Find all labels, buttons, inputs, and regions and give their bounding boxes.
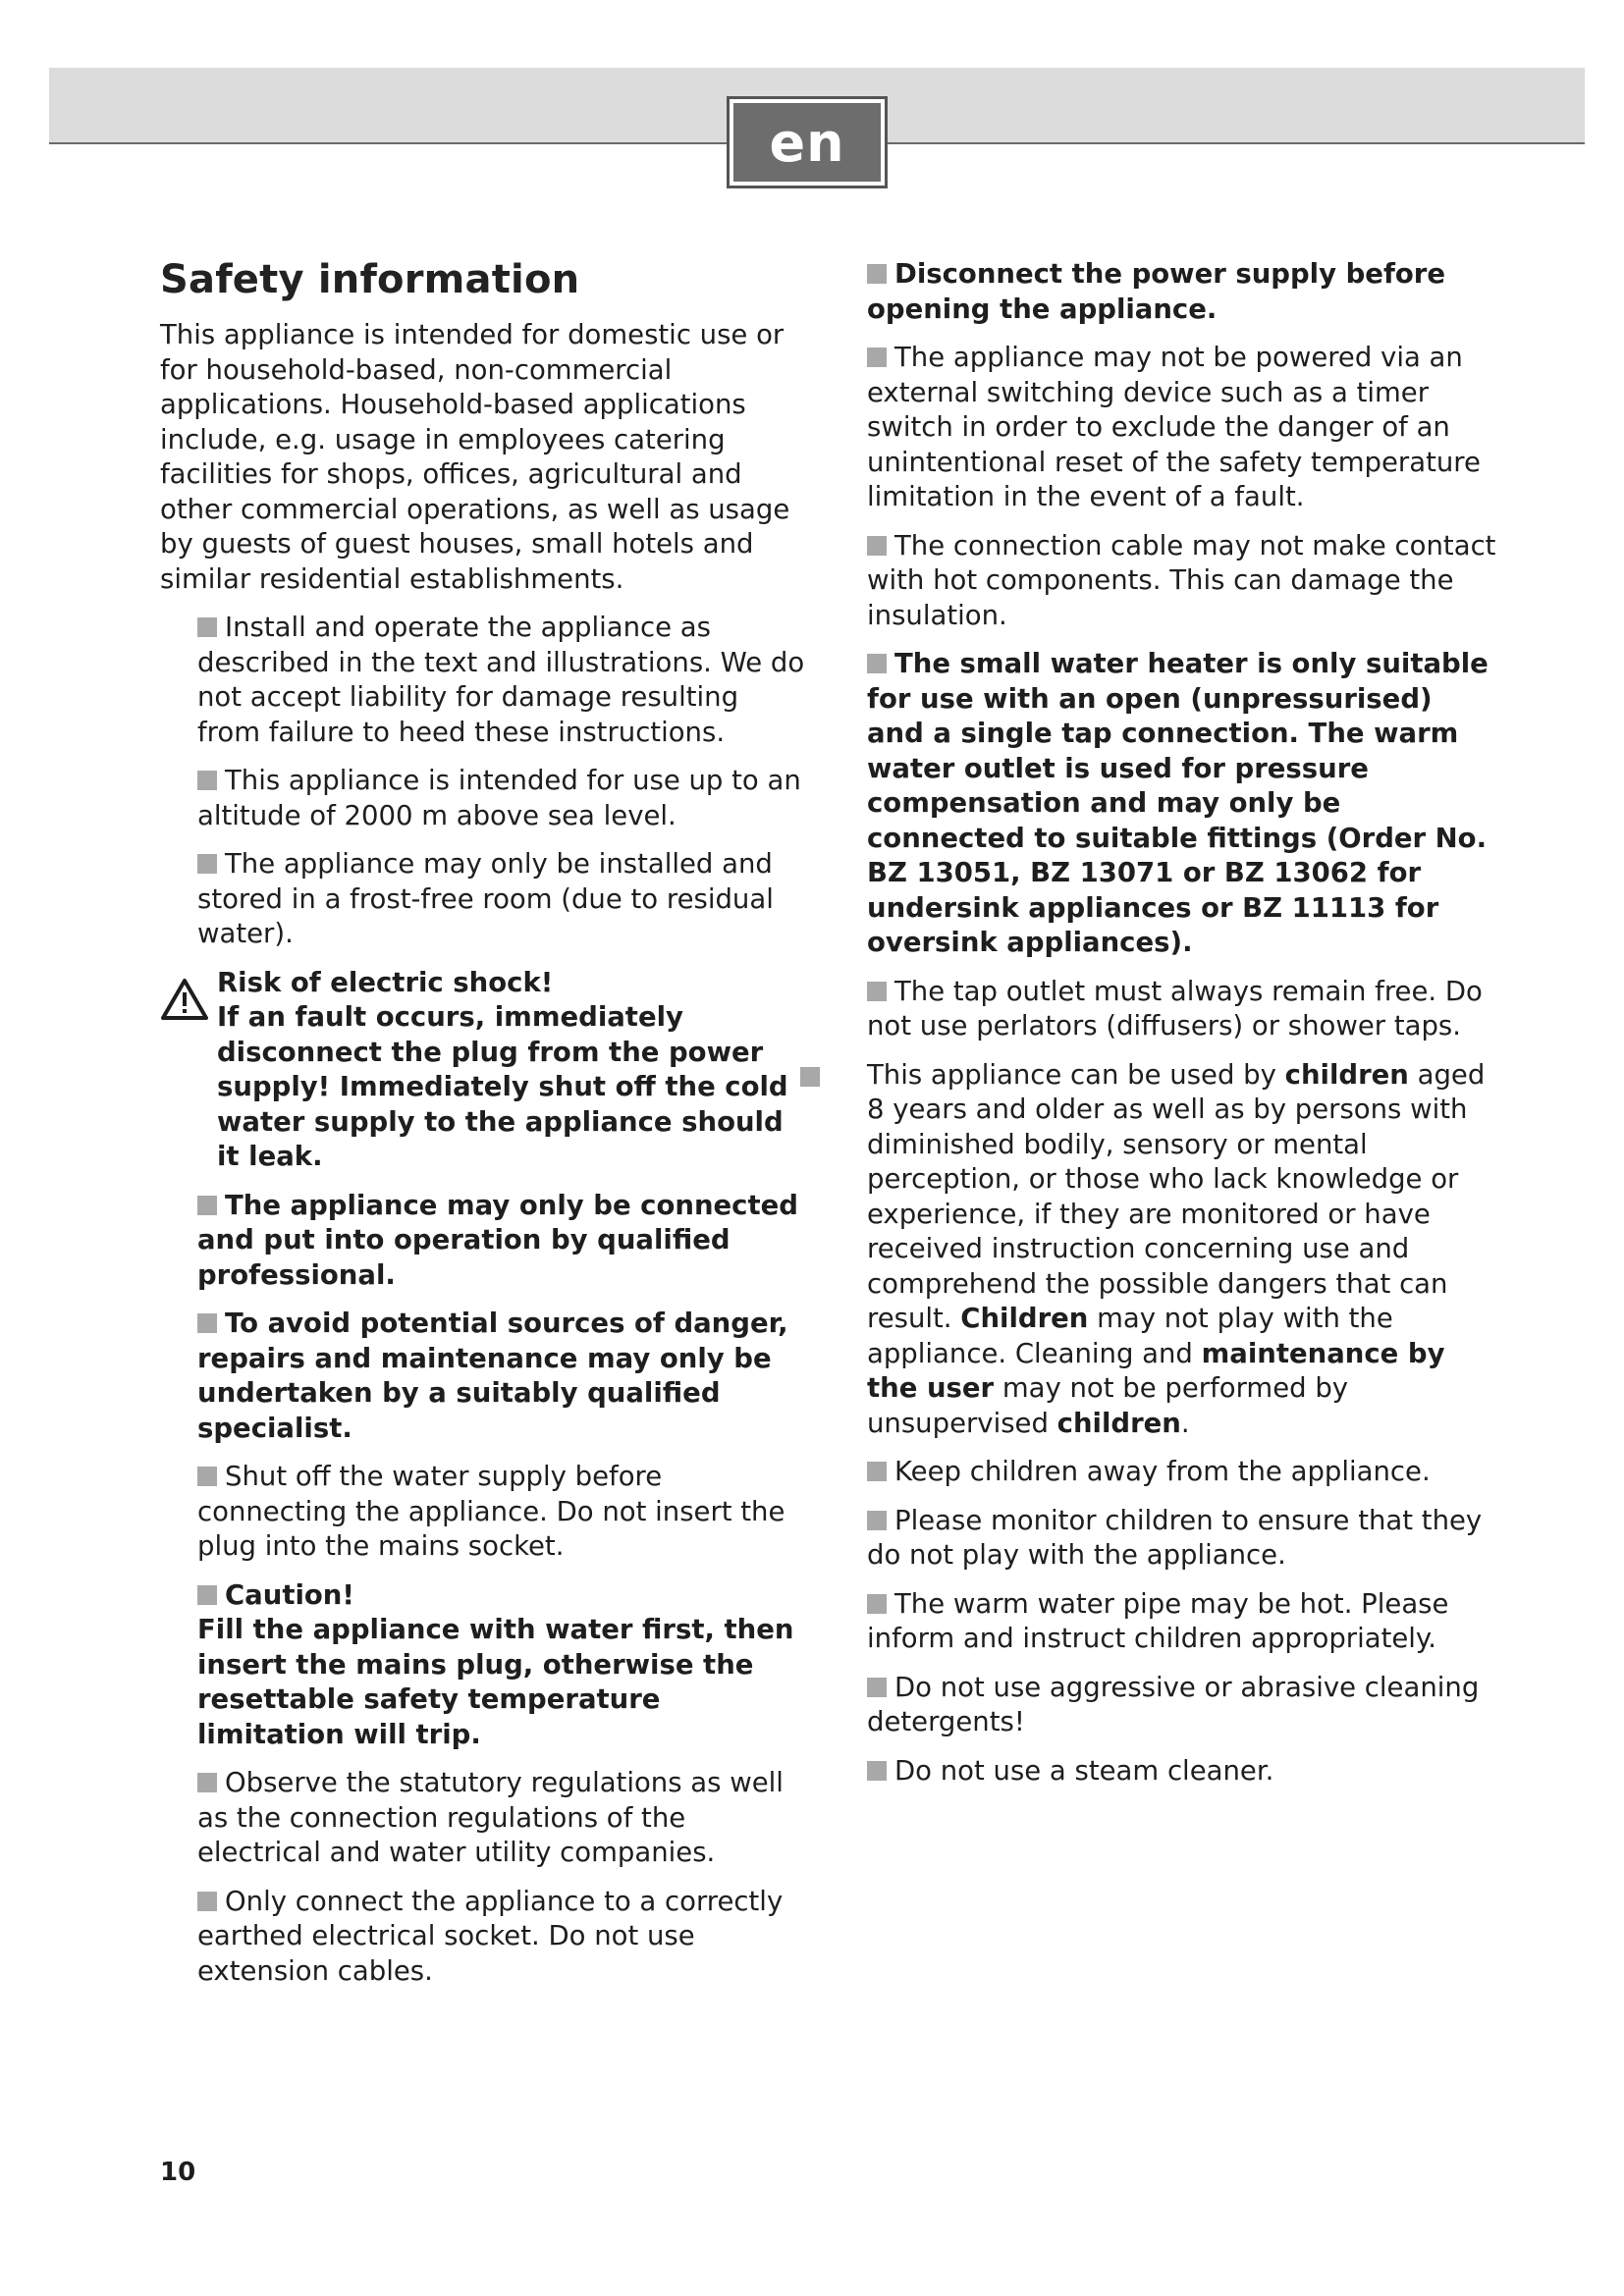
bullet-square-icon (800, 1067, 820, 1087)
bullet-square-icon (867, 264, 887, 284)
caution-heading: Caution! (225, 1578, 354, 1611)
caution-text: Fill the appliance with water first, then insert the mains plug, otherwise the resettable safety temperature limitation will trip. (197, 1614, 794, 1750)
list-item-heater: The small water heater is only suitable for use with an open (unpressurised) and a single tap connection. The warm water outlet is used for pressure compensation and may only be connected to suitable fittings (Order No. BZ 13051, BZ 13071 or BZ 13062 for undersink appliances or BZ 11113 for oversink appliances). (867, 648, 1489, 958)
list-item-regulations: Observe the statutory regulations as well as the connection regulations of the electrical and water utility companies. (197, 1767, 784, 1868)
warning-text: If an fault occurs, immediately disconnect the plug from the power supply! Immediately shut off the cold water supply to the appliance should it leak. (217, 1001, 788, 1172)
list-item-monitor: Please monitor children to ensure that they do not play with the appliance. (867, 1504, 1483, 1571)
list-item-caution (160, 1578, 808, 1753)
bullet-square-icon (197, 1196, 217, 1215)
left-column (160, 257, 808, 2002)
language-tab (727, 96, 888, 188)
list-item-detergents: Do not use aggressive or abrasive cleaning detergents! (867, 1671, 1480, 1737)
bullet-square-icon (867, 1678, 887, 1697)
bullet-square-icon (197, 1585, 217, 1605)
right-column (830, 257, 1497, 1802)
list-item-install: Install and operate the appliance as described in the text and illustrations. We do not accept liability for damage resulting from failure to heed these instructions. (197, 612, 805, 748)
bullet-square-icon (197, 617, 217, 637)
children-paragraph: This appliance can be used by children aged 8 years and older as well as by persons with diminished bodily, sensory or mental perception, or those who lack knowledge or experience, if they are monitored or have received instruction concerning use and comprehend the possible dangers that can result. Children may not play with the appliance. Cleaning and maintenance by the user may not be performed by unsupervised children. (830, 1058, 1497, 1442)
list-item-switching: The appliance may not be powered via an external switching device such as a timer switch in order to exclude the danger of an unintentional reset of the safety temperature limitation in the event of a fault. (867, 342, 1481, 512)
page-title: Safety information (160, 257, 580, 302)
list-item-cable: The connection cable may not make contact with hot components. This can damage the insulation. (867, 529, 1496, 631)
bullet-square-icon (197, 1892, 217, 1911)
bullet-square-icon (867, 982, 887, 1001)
list-item-keep-away: Keep children away from the appliance. (830, 1455, 1497, 1490)
bullet-square-icon (867, 536, 887, 556)
bullet-square-icon (197, 1467, 217, 1486)
bullet-square-icon (867, 347, 887, 367)
intro-paragraph: This appliance is intended for domestic use or for household-based, non-commercial applications. Household-based applications include, e.g. usage in employees catering facilities for shops, offices, agricultural and other commercial operations, as well as usage by guests of guest houses, small hotels and similar residential establishments. (160, 319, 790, 595)
bullet-square-icon (197, 854, 217, 874)
list-item-repairs: To avoid potential sources of danger, repairs and maintenance may only be undertaken by a suitably qualified specialist. (197, 1308, 788, 1444)
page-number: 10 (160, 2158, 196, 2187)
list-item-altitude: This appliance is intended for use up to an altitude of 2000 m above sea level. (197, 765, 801, 831)
bullet-square-icon (867, 1594, 887, 1614)
language-tab-label: en (733, 103, 881, 182)
list-item-warm-pipe: The warm water pipe may be hot. Please inform and instruct children appropriately. (867, 1587, 1449, 1654)
electric-shock-warning (160, 966, 808, 1175)
bullet-square-icon (867, 1511, 887, 1530)
list-item-shutoff: Shut off the water supply before connecting the appliance. Do not insert the plug into the mains socket. (197, 1461, 785, 1562)
list-item-earthed: Only connect the appliance to a correctly earthed electrical socket. Do not use extension cables. (197, 1885, 784, 1987)
bullet-square-icon (867, 654, 887, 673)
bullet-square-icon (197, 1313, 217, 1333)
list-item-disconnect: Disconnect the power supply before opening the appliance. (867, 258, 1446, 325)
list-item-tap-outlet: The tap outlet must always remain free. Do not use perlators (diffusers) or shower taps. (867, 975, 1483, 1041)
list-item-qualified: The appliance may only be connected and put into operation by qualified professional. (197, 1189, 798, 1291)
bullet-square-icon (197, 1773, 217, 1792)
warning-triangle-icon (160, 978, 209, 1021)
list-item-frost-free: The appliance may only be installed and stored in a frost-free room (due to residual water). (197, 848, 774, 949)
bullet-square-icon (867, 1462, 887, 1481)
bullet-square-icon (197, 771, 217, 790)
list-item-steam-cleaner: Do not use a steam cleaner. (830, 1754, 1497, 1789)
bullet-square-icon (867, 1761, 887, 1781)
warning-heading: Risk of electric shock! (217, 966, 554, 998)
